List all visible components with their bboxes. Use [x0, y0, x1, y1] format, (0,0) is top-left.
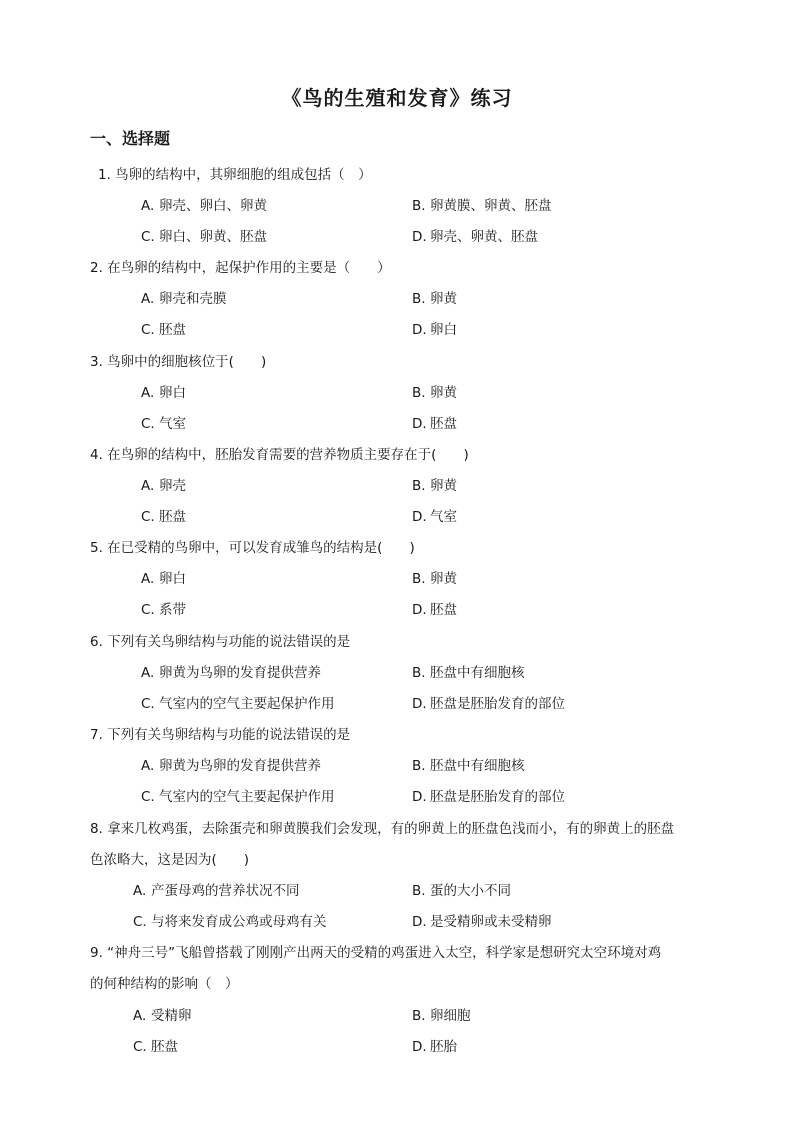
question-6-option: [412, 663, 525, 683]
question-9-option: [133, 1006, 192, 1026]
question-8-option: [133, 912, 327, 932]
option-letter: D.: [412, 696, 427, 712]
question-6-stem: 6. 下列有关鸟卵结构与功能的说法错误的是: [90, 634, 351, 650]
option-text: 系带: [159, 602, 186, 618]
option-text: 卵黄为鸟卵的发育提供营养: [159, 665, 321, 681]
question-8-option: [412, 881, 511, 901]
question-1-option: [412, 227, 538, 247]
option-letter: A.: [141, 665, 155, 681]
option-letter: A.: [141, 571, 155, 587]
question-9-option: [412, 1037, 457, 1057]
option-text: 气室: [159, 416, 186, 432]
question-5-option: [412, 600, 457, 620]
question-9-stem: 9. “神舟三号”飞船曾搭载了刚刚产出两天的受精的鸡蛋进入太空，科学家是想研究太空环境对鸡: [90, 945, 662, 961]
question-4-stem: 4. 在鸟卵的结构中，胚胎发育需要的营养物质主要存在于( ): [90, 447, 469, 463]
question-8-option: [412, 912, 552, 932]
question-1-stem: 1. 鸟卵的结构中，其卵细胞的组成包括（ ）: [98, 167, 372, 183]
option-text: 胚盘: [430, 602, 457, 618]
option-text: 卵黄: [430, 478, 457, 494]
option-letter: A.: [141, 198, 155, 214]
option-letter: C.: [141, 416, 155, 432]
question-3-option: [412, 414, 457, 434]
option-text: 胚盘是胚胎发育的部位: [430, 696, 565, 712]
question-7-option: [141, 787, 335, 807]
option-letter: B.: [412, 571, 426, 587]
section-heading: 一、选择题: [90, 129, 171, 148]
question-5-option: [141, 569, 186, 589]
option-text: 胚盘中有细胞核: [430, 665, 525, 681]
option-letter: C.: [133, 914, 147, 930]
option-text: 卵细胞: [430, 1008, 471, 1024]
question-9-stem: 的何种结构的影响（ ）: [90, 976, 239, 992]
option-letter: C.: [141, 322, 155, 338]
question-2-stem: 2. 在鸟卵的结构中，起保护作用的主要是（ ）: [90, 260, 391, 276]
option-text: 卵黄膜、卵黄、胚盘: [430, 198, 552, 214]
option-text: 卵壳和壳膜: [159, 291, 227, 307]
question-7-option: [141, 756, 321, 776]
option-text: 蛋的大小不同: [430, 883, 511, 899]
option-text: 卵黄为鸟卵的发育提供营养: [159, 758, 321, 774]
option-letter: A.: [141, 758, 155, 774]
option-letter: B.: [412, 1008, 426, 1024]
question-5-option: [412, 569, 457, 589]
option-letter: C.: [141, 602, 155, 618]
option-letter: C.: [133, 1039, 147, 1055]
option-letter: C.: [141, 229, 155, 245]
option-letter: A.: [133, 1008, 147, 1024]
option-letter: A.: [133, 883, 147, 899]
option-letter: D.: [412, 416, 427, 432]
option-letter: B.: [412, 665, 426, 681]
option-text: 产蛋母鸡的营养状况不同: [151, 883, 300, 899]
option-text: 卵白: [430, 322, 457, 338]
option-letter: D.: [412, 789, 427, 805]
question-5-stem: 5. 在已受精的鸟卵中，可以发育成雏鸟的结构是( ): [90, 540, 415, 556]
option-letter: B.: [412, 478, 426, 494]
question-6-option: [141, 663, 321, 683]
option-text: 胚盘是胚胎发育的部位: [430, 789, 565, 805]
option-text: 卵黄: [430, 291, 457, 307]
question-6-option: [141, 694, 335, 714]
question-2-option: [412, 320, 457, 340]
option-letter: D.: [412, 229, 427, 245]
question-2-option: [141, 320, 186, 340]
question-8-option: [133, 881, 300, 901]
option-text: 卵壳: [159, 478, 186, 494]
option-text: 卵白、卵黄、胚盘: [159, 229, 267, 245]
option-text: 受精卵: [151, 1008, 192, 1024]
question-2-option: [141, 289, 227, 309]
question-1-option: [141, 196, 267, 216]
question-2-option: [412, 289, 457, 309]
option-text: 与将来发育成公鸡或母鸡有关: [151, 914, 327, 930]
question-4-option: [141, 476, 186, 496]
question-3-option: [141, 383, 186, 403]
question-9-option: [412, 1006, 471, 1026]
question-5-option: [141, 600, 186, 620]
question-3-stem: 3. 鸟卵中的细胞核位于( ): [90, 354, 267, 370]
option-text: 气室: [430, 509, 457, 525]
question-1-option: [141, 227, 267, 247]
option-text: 气室内的空气主要起保护作用: [159, 696, 335, 712]
question-4-option: [141, 507, 186, 527]
option-text: 胚盘: [159, 322, 186, 338]
option-letter: B.: [412, 198, 426, 214]
question-4-option: [412, 476, 457, 496]
option-letter: B.: [412, 385, 426, 401]
option-letter: B.: [412, 883, 426, 899]
option-letter: D.: [412, 322, 427, 338]
option-letter: C.: [141, 509, 155, 525]
option-text: 胚盘: [151, 1039, 178, 1055]
question-3-option: [412, 383, 457, 403]
option-text: 卵壳、卵黄、胚盘: [430, 229, 538, 245]
option-letter: B.: [412, 291, 426, 307]
option-text: 卵壳、卵白、卵黄: [159, 198, 267, 214]
option-letter: D.: [412, 1039, 427, 1055]
document-title: 《鸟的生殖和发育》练习: [281, 86, 513, 110]
question-3-option: [141, 414, 186, 434]
question-7-option: [412, 787, 565, 807]
option-text: 卵黄: [430, 385, 457, 401]
option-letter: A.: [141, 478, 155, 494]
option-text: 胚盘中有细胞核: [430, 758, 525, 774]
option-text: 卵白: [159, 385, 186, 401]
question-7-stem: 7. 下列有关鸟卵结构与功能的说法错误的是: [90, 727, 351, 743]
question-8-stem: 色浓略大，这是因为( ): [90, 852, 250, 868]
option-letter: C.: [141, 789, 155, 805]
option-letter: B.: [412, 758, 426, 774]
option-text: 卵白: [159, 571, 186, 587]
question-6-option: [412, 694, 565, 714]
option-text: 是受精卵或未受精卵: [430, 914, 552, 930]
option-letter: A.: [141, 385, 155, 401]
option-text: 胚盘: [430, 416, 457, 432]
question-8-stem: 8. 拿来几枚鸡蛋，去除蛋壳和卵黄膜我们会发现，有的卵黄上的胚盘色浅而小，有的卵黄上的胚盘: [90, 821, 675, 837]
option-letter: D.: [412, 509, 427, 525]
option-letter: D.: [412, 602, 427, 618]
option-text: 卵黄: [430, 571, 457, 587]
question-4-option: [412, 507, 457, 527]
option-text: 气室内的空气主要起保护作用: [159, 789, 335, 805]
option-letter: A.: [141, 291, 155, 307]
option-text: 胚盘: [159, 509, 186, 525]
option-letter: D.: [412, 914, 427, 930]
question-9-option: [133, 1037, 178, 1057]
question-1-option: [412, 196, 552, 216]
option-text: 胚胎: [430, 1039, 457, 1055]
option-letter: C.: [141, 696, 155, 712]
question-7-option: [412, 756, 525, 776]
